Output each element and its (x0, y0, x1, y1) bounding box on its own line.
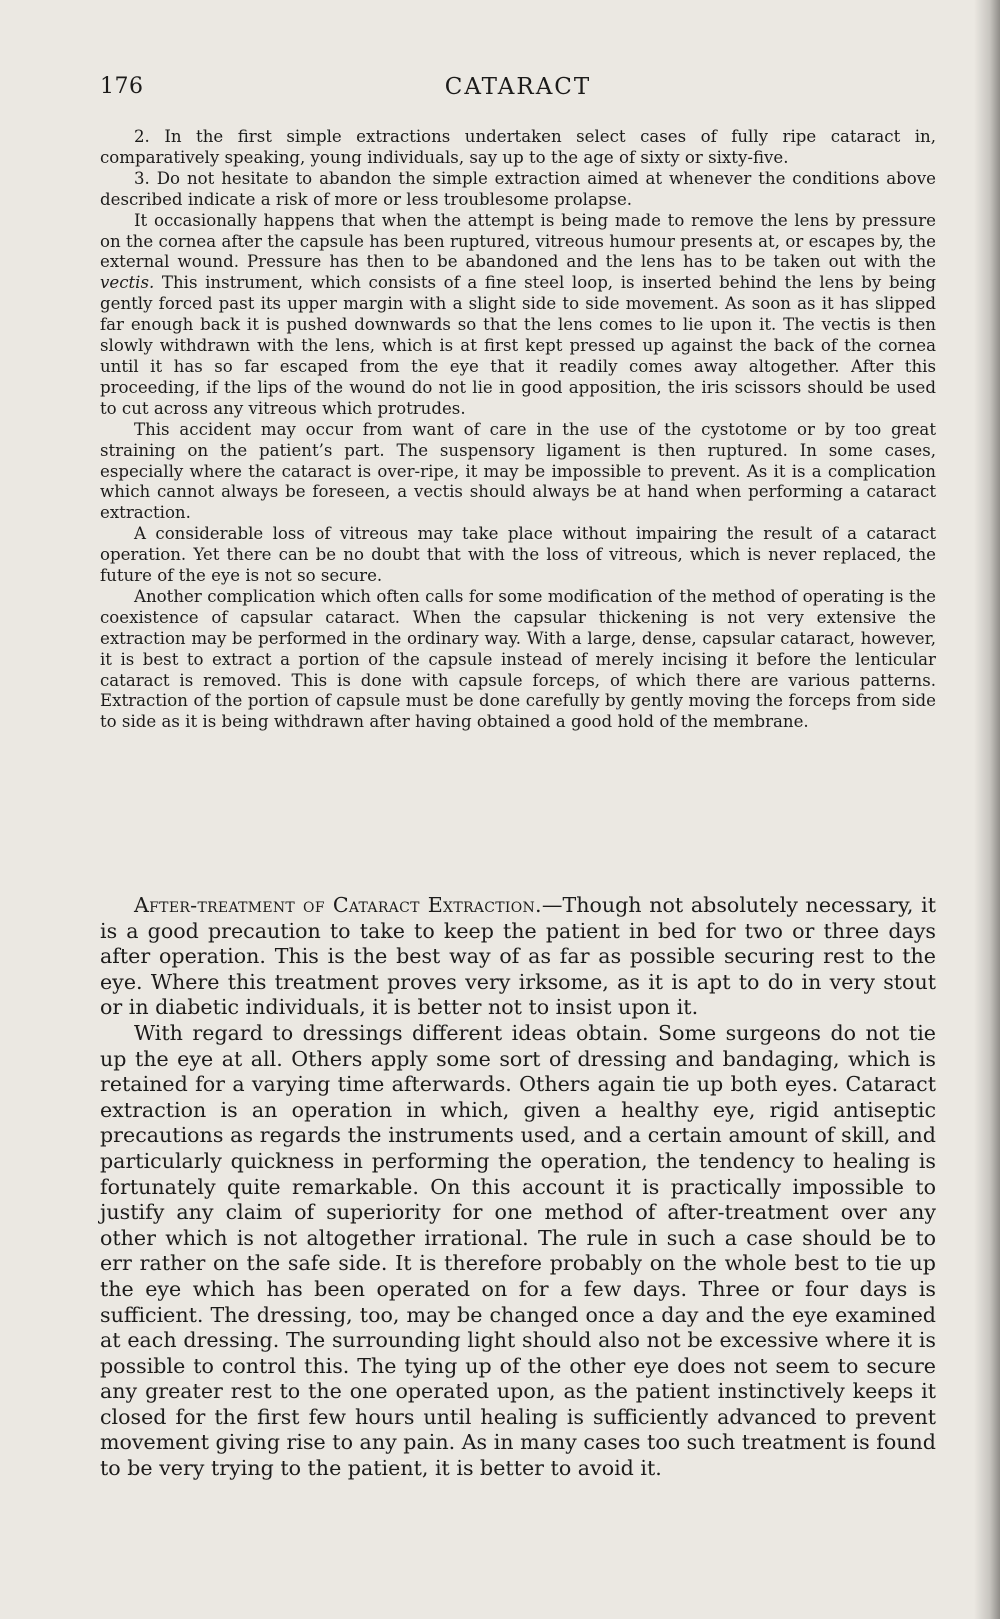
paragraph-vectis (100, 211, 936, 420)
paragraph-dressings: With regard to dressings different ideas obtain. Some surgeons do not tie up the eye at all. Others apply some sort of dressing and bandaging, which is retained for a varying time afterwards. Others again tie up both eyes. Cataract extraction is an operation in which, given a healthy eye, rigid antiseptic precautions as regards the instruments used, and a certain amount of skill, and particularly quickness in performing the operation, the tendency to healing is fortunately quite remarkable. On this account it is practically impossible to justify any claim of superiority for one method of after-treatment over any other which is not altogether irrational. The rule in such a case should be to err rather on the safe side. It is therefore probably on the whole best to tie up the eye which has been operated on for a few days. Three or four days is sufficient. The dressing, too, may be changed once a day and the eye examined at each dressing. The surrounding light should also not be excessive where it is possible to control this. The tying up of the other eye does not seem to secure any greater rest to the one operated upon, as the patient instinctively keeps it closed for the first few hours until healing is sufficiently advanced to prevent movement giving rise to any pain. As in many cases too such treatment is found to be very trying to the patient, it is better to avoid it. (100, 1020, 936, 1481)
paragraph-after-treatment (100, 893, 936, 1021)
paragraph-vectis-start: It occasionally happens that when the attempt is being made to remove the lens by pressure on the cornea after the capsule has been ruptured, vitreous humour presents at, or escapes by, the external wound. Pressure has then to be abandoned and the lens has to be taken out with the (100, 210, 936, 272)
vectis-term: vectis. (100, 273, 155, 293)
paragraph-accident: This accident may occur from want of care in the use of the cystotome or by too great straining on the patient’s part. The suspensory ligament is then ruptured. In some cases, especially where the cataract is over-ripe, it may be impossible to prevent. As it is a complication which cannot always be foreseen, a vectis should always be at hand when performing a cataract extraction. (100, 419, 936, 523)
paragraph-rule-2: 2. In the first simple extractions undertaken select cases of fully ripe cataract in, comparatively speaking, young individuals, say up to the age of sixty or sixty-five. (100, 127, 936, 167)
section-complications (100, 127, 936, 733)
page-number: 176 (100, 74, 144, 99)
page-edge-shadow (974, 0, 1000, 1619)
paragraph-vitreous-loss: A considerable loss of vitreous may take place without impairing the result of a cataract operation. Yet there can be no doubt that with the loss of vitreous, which is never replaced, the future of the eye is not so secure. (100, 524, 936, 586)
paragraph-after-treatment-text: —Though not absolutely necessary, it is a good precaution to take to keep the patient in bed for two or three days after operation. This is the best way of as far as possible securing rest to the eye. Where this treatment proves very irksome, as it is apt to do in very stout or in diabetic individuals, it is better not to insist upon it. (100, 893, 936, 1020)
paragraph-vectis-end: This instrument, which consists of a fine steel loop, is inserted behind the lens by being gently forced past its upper margin with a slight side to side movement. As soon as it has slipped far enough back it is pushed downwards so that the lens comes to lie upon it. The vectis is then slowly withdrawn with the lens, which is at first kept pressed up against the back of the cornea until it has so far escaped from the eye that it readily comes away altogether. After this proceeding, if the lips of the wound do not lie in good apposition, the iris scissors should be used to cut across any vitreous which protrudes. (100, 273, 936, 418)
page-header (100, 74, 936, 110)
paragraph-capsular-cataract: Another complication which often calls for some modification of the method of operating is the coexistence of capsular cataract. When the capsular thickening is not very extensive the extraction may be performed in the ordinary way. With a large, dense, capsular cataract, however, it is best to extract a portion of the capsule instead of merely incising it before the lenticular cataract is removed. This is done with capsule forceps, of which there are various patterns. Extraction of the portion of capsule must be done carefully by gently moving the forceps from side to side as it is being withdrawn after having obtained a good hold of the membrane. (100, 586, 936, 732)
running-title: CATARACT (444, 74, 592, 100)
paragraph-rule-3: 3. Do not hesitate to abandon the simple extraction aimed at whenever the conditions above described indicate a risk of more or less troublesome prolapse. (100, 168, 936, 209)
section-after-treatment (100, 893, 936, 1482)
section-heading: After-treatment of Cataract Extraction. (134, 893, 542, 917)
